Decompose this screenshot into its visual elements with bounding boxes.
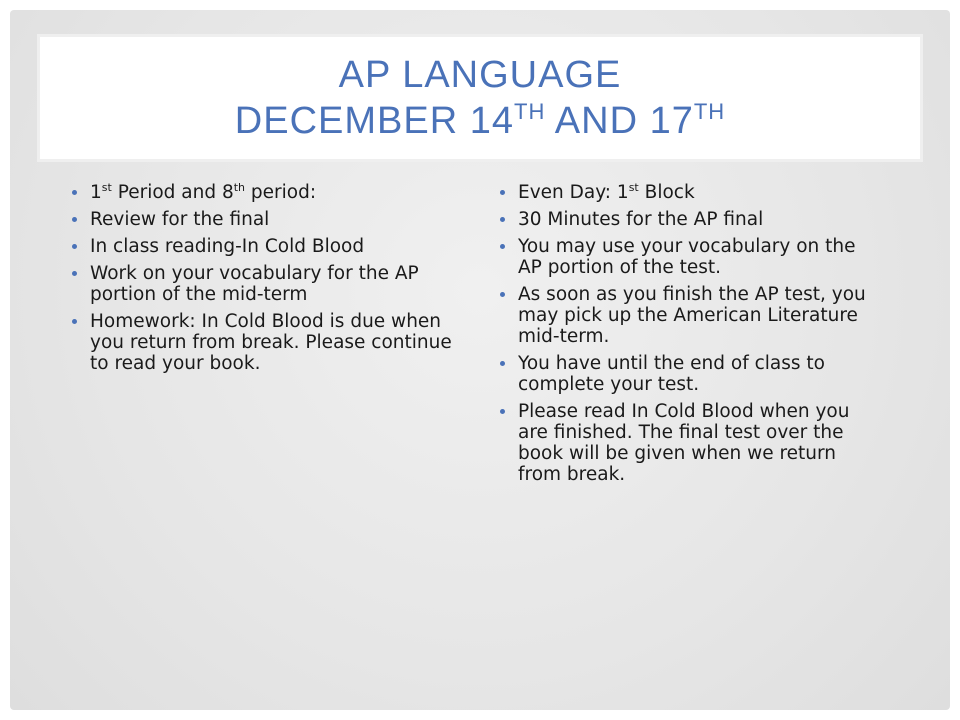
title-date-2: AND 17 — [545, 100, 694, 142]
list-item — [72, 263, 452, 305]
list-item-text: Review for the final — [90, 209, 270, 230]
bullet-icon — [500, 217, 505, 222]
title-superscript-2: TH — [693, 99, 726, 124]
slide — [10, 10, 950, 710]
bullet-icon — [72, 244, 77, 249]
list-item — [500, 353, 880, 395]
bullet-icon — [500, 244, 505, 249]
bullet-icon — [72, 319, 77, 324]
list-item-superscript: st — [628, 181, 639, 194]
bullet-icon — [500, 361, 505, 366]
right-column — [500, 182, 880, 491]
list-item — [500, 236, 880, 278]
list-item — [500, 401, 880, 485]
title-superscript-1: TH — [514, 99, 546, 124]
slide-title-line-2 — [235, 98, 725, 144]
list-item-text: Block — [638, 182, 695, 203]
bullet-icon — [500, 409, 505, 414]
list-item-superscript: th — [233, 181, 246, 194]
bullet-icon — [500, 190, 505, 195]
title-box — [37, 34, 923, 162]
list-item — [500, 209, 880, 230]
list-item — [72, 311, 452, 374]
left-bullet-list — [72, 182, 452, 374]
list-item-text: period: — [245, 182, 317, 203]
list-item-text: You have until the end of class to complete your test. — [518, 353, 825, 395]
list-item-text: 30 Minutes for the AP final — [518, 209, 764, 230]
list-item — [500, 284, 880, 347]
title-date-1: DECEMBER 14 — [234, 100, 514, 142]
list-item-text: As soon as you finish the AP test, you may pick up the American Literature mid-term. — [518, 284, 866, 347]
right-bullet-list — [500, 182, 880, 485]
list-item-text: Work on your vocabulary for the AP portion of the mid-term — [90, 263, 419, 305]
slide-title-line-1: AP LANGUAGE — [338, 54, 622, 96]
list-item-text: Please read In Cold Blood when you are finished. The final test over the book will be given when we return from break. — [518, 401, 850, 485]
bullet-icon — [72, 217, 77, 222]
bullet-icon — [500, 292, 505, 297]
list-item — [72, 209, 452, 230]
bullet-icon — [72, 271, 77, 276]
list-item-text: Period and 8 — [111, 182, 234, 203]
list-item-text: 1 — [90, 182, 102, 203]
list-item-text: You may use your vocabulary on the AP portion of the test. — [518, 236, 856, 278]
list-item — [500, 182, 880, 203]
list-item — [72, 236, 452, 257]
list-item-text: Even Day: 1 — [518, 182, 629, 203]
list-item-text: In class reading-In Cold Blood — [90, 236, 365, 257]
list-item-text: Homework: In Cold Blood is due when you return from break. Please continue to read your book. — [90, 311, 452, 374]
list-item-superscript: st — [101, 181, 112, 194]
left-column — [72, 182, 452, 380]
bullet-icon — [72, 190, 77, 195]
list-item — [72, 182, 452, 203]
